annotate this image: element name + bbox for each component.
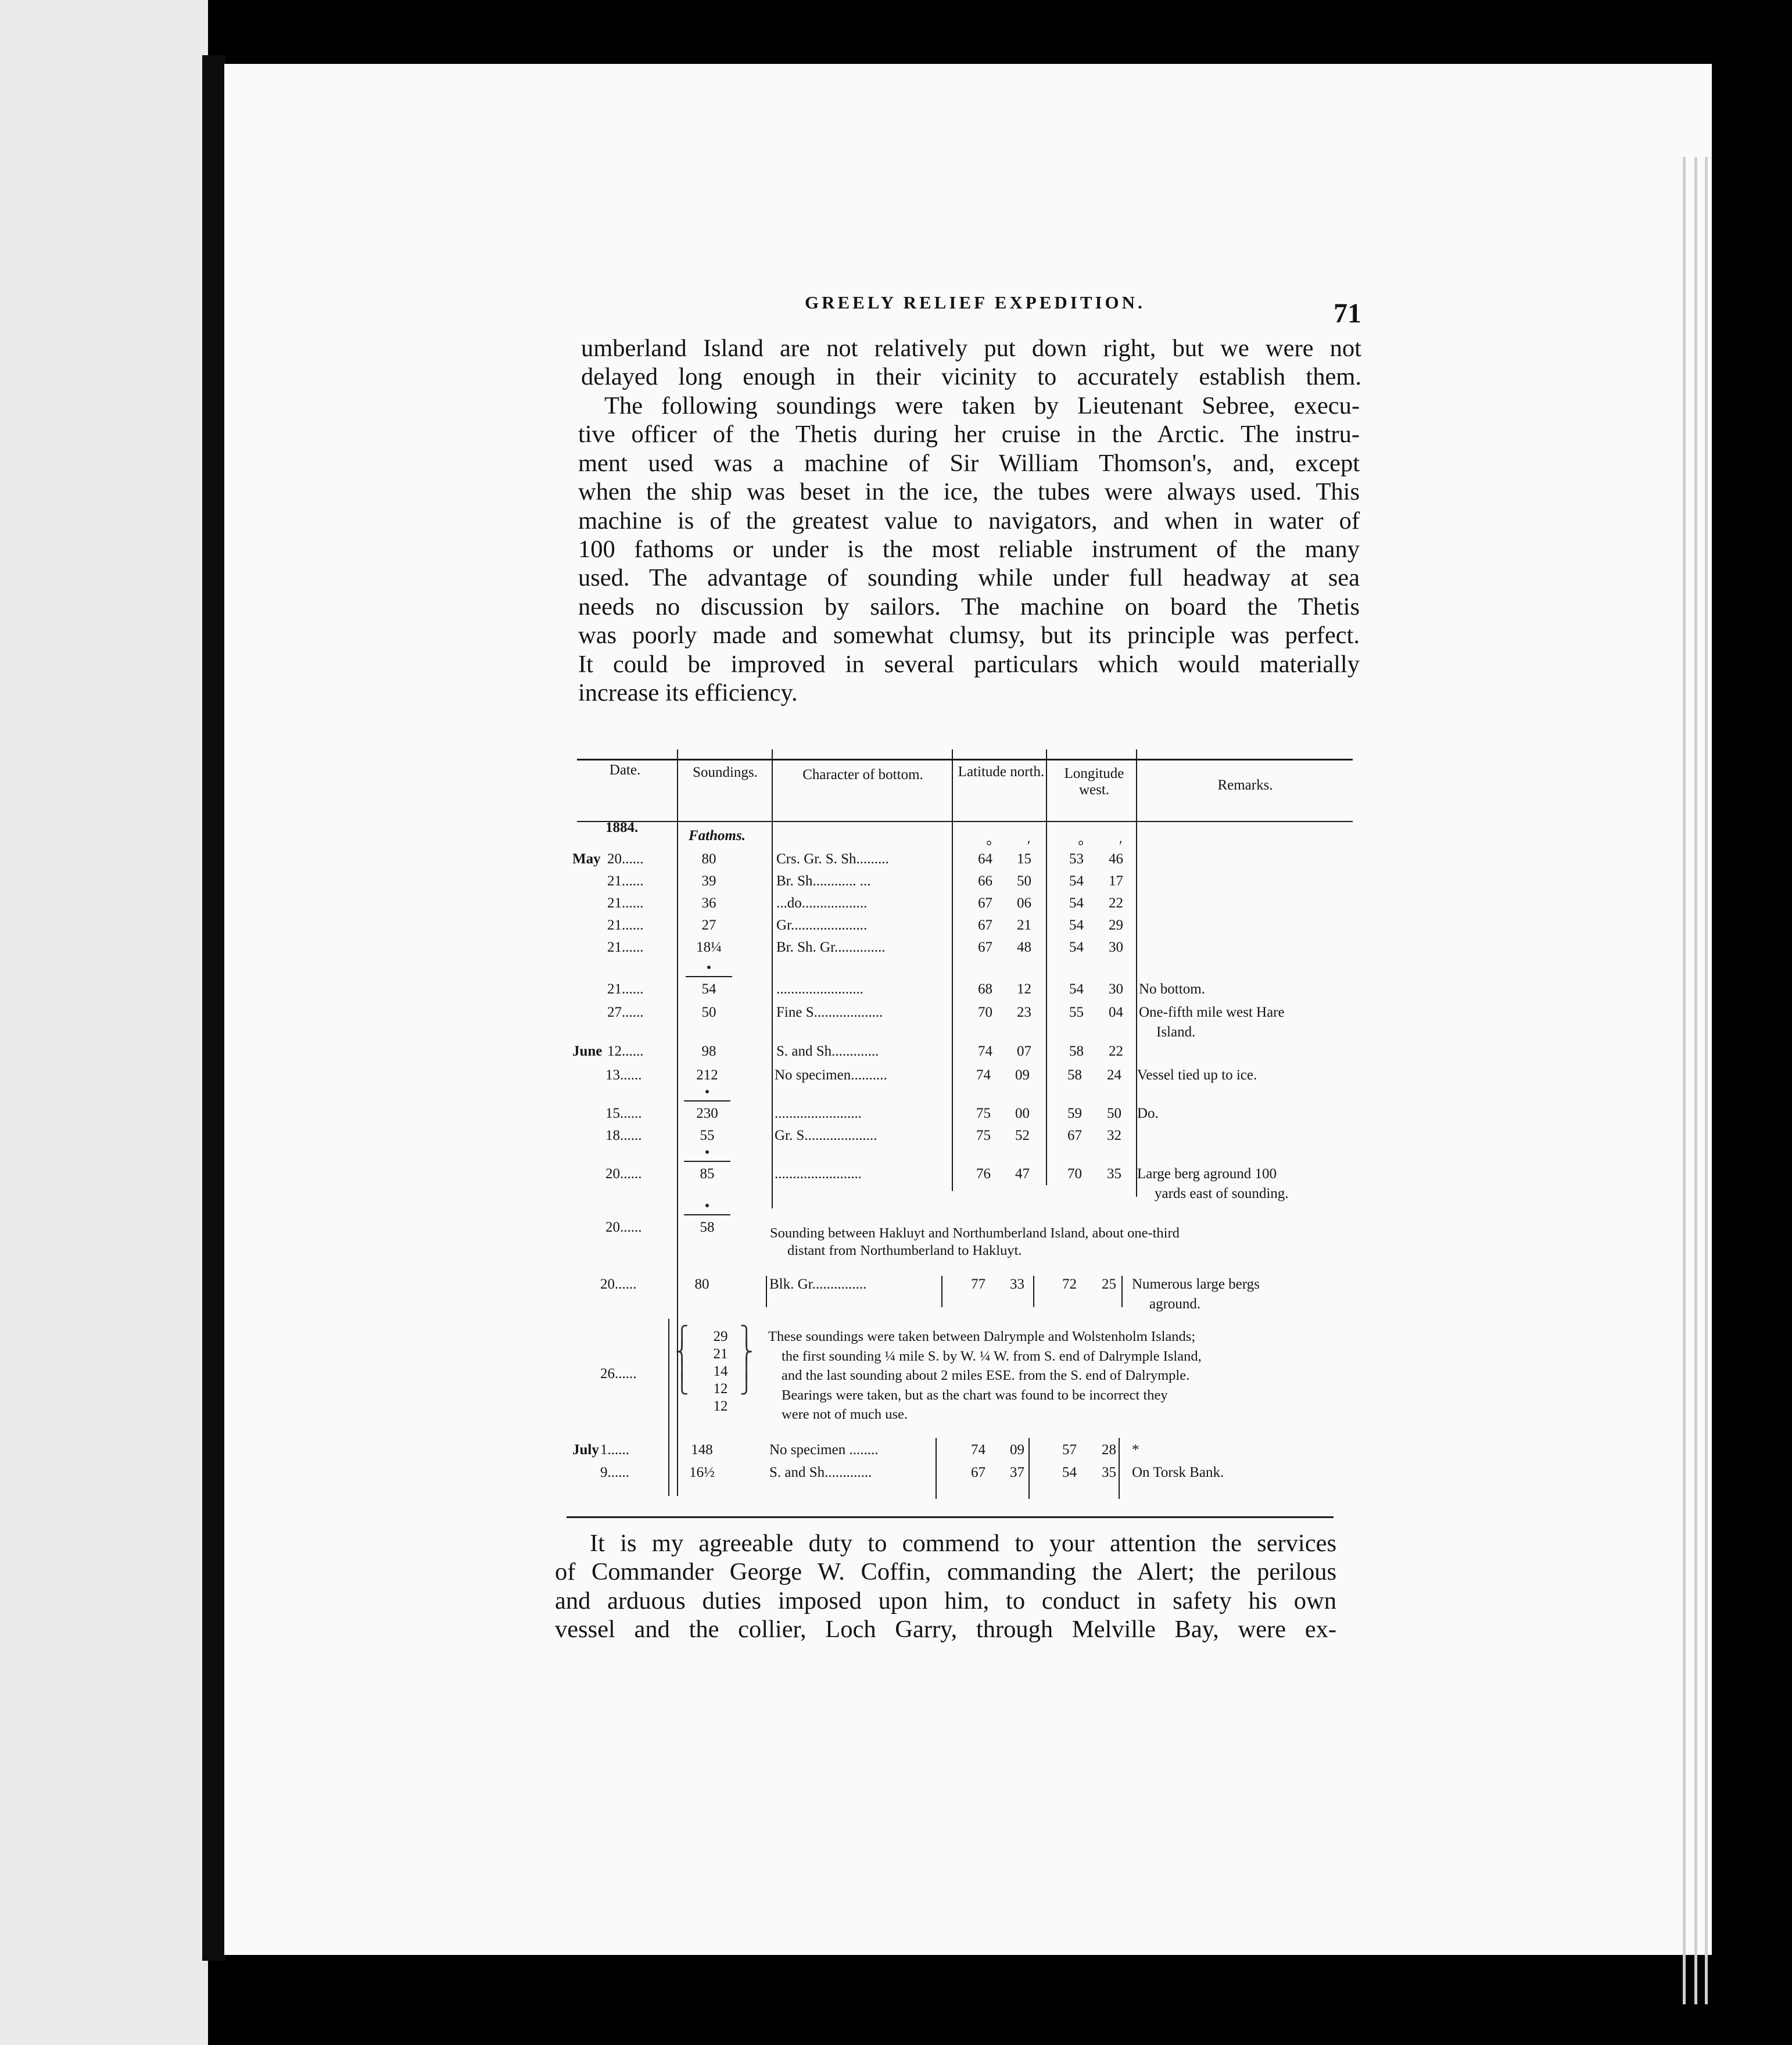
row-month: May [572, 851, 601, 867]
row-lat-deg: 74 [978, 1043, 992, 1059]
row-day: 21...... [607, 981, 644, 997]
row-lon-deg: 54 [1062, 1465, 1077, 1480]
page-edge [1694, 157, 1697, 2004]
row-lat-min: 09 [1015, 1067, 1030, 1083]
row-day: 20...... [600, 1276, 637, 1292]
row-lon-min: 22 [1109, 1043, 1123, 1059]
row-lon-deg: 72 [1062, 1276, 1077, 1292]
note-group-26-line: Bearings were taken, but as the chart was found to be incorrect they [782, 1387, 1168, 1403]
paragraph-continued [581, 334, 1361, 392]
row-lat-min: 06 [1017, 895, 1031, 911]
row-lon-deg: 67 [1067, 1128, 1082, 1143]
note-group-26-line: These soundings were taken between Dalrymple and Wolstenholm Islands; [768, 1329, 1196, 1344]
row-day: 1...... [600, 1442, 629, 1458]
row-day: 13...... [605, 1067, 642, 1083]
row-remarks: Numerous large bergs [1132, 1276, 1260, 1292]
row-day: 27...... [607, 1004, 644, 1020]
text-line: The following soundings were taken by Lieutenant Sebree, execu- [604, 392, 1360, 419]
row-lat-min: 48 [1017, 939, 1031, 955]
text-line: delayed long enough in their vicinity to accurately establish them. [581, 363, 1361, 391]
row-day: 12...... [607, 1043, 644, 1059]
row-lon-min: 35 [1102, 1465, 1116, 1480]
text-line: increase its efficiency. [578, 679, 798, 707]
col-header-soundings: Soundings. [693, 765, 758, 780]
row-sounding: 27 [701, 917, 716, 933]
row-lon-min: 30 [1109, 939, 1123, 955]
row-bottom: Gr..................... [776, 917, 868, 933]
text-line: tive officer of the Thetis during her cruise in the Arctic. The instru- [578, 421, 1360, 449]
row-lon-deg: 54 [1069, 895, 1084, 911]
col-header-bottom: Character of bottom. [802, 767, 923, 783]
row-lat-min: 47 [1015, 1166, 1030, 1182]
group-sounding: 14 [713, 1364, 728, 1379]
row-day: 21...... [607, 939, 644, 955]
group-sounding: 12 [713, 1381, 728, 1397]
year: 1884. [605, 820, 639, 835]
row-month: June [572, 1043, 603, 1059]
text-line: of Commander George W. Coffin, commanding the Alert; the perilous [555, 1558, 1336, 1586]
paragraph-soundings-intro [578, 392, 1360, 707]
note-group-26-line: the first sounding ¼ mile S. by W. ¼ W. from S. end of Dalrymple Island, [782, 1348, 1202, 1364]
right-bracket: ⎫ ⎬ ⎪ ⎭ [740, 1325, 754, 1394]
row-lon-deg: 54 [1069, 917, 1084, 933]
column-rule [936, 1438, 937, 1499]
row-sounding: 54 [701, 981, 716, 997]
units-label: Fathoms. [689, 828, 746, 844]
page-edge [1705, 157, 1708, 2004]
row-sounding: 39 [701, 873, 716, 889]
column-rule [1119, 1438, 1120, 1499]
row-remarks: One-fifth mile west Hare [1139, 1004, 1285, 1020]
page-edge [1683, 157, 1686, 2004]
row-lat-min: 07 [1017, 1043, 1031, 1059]
row-remarks: Large berg aground 100 [1137, 1166, 1277, 1182]
row-lat-min: 37 [1010, 1465, 1024, 1480]
col-header-latitude: Latitude north. [958, 764, 1045, 780]
text-line: ment used was a machine of Sir William Thomson's, and, except [578, 449, 1360, 477]
row-remarks-cont: yards east of sounding. [1155, 1186, 1289, 1201]
row-bottom: Fine S................... [776, 1004, 883, 1020]
row-lat-min: 00 [1015, 1106, 1030, 1121]
row-lat-deg: 70 [978, 1004, 992, 1020]
row-sounding: 80 [701, 851, 716, 867]
approx-mark [705, 1204, 709, 1207]
header-rule [577, 821, 1353, 822]
row-sounding: 148 [691, 1442, 713, 1458]
degree-mark: ° [1078, 838, 1084, 854]
paragraph-commendation [555, 1529, 1336, 1644]
text-line: needs no discussion by sailors. The machine on board the Thetis [578, 593, 1360, 620]
row-sounding: 98 [701, 1043, 716, 1059]
row-day: 21...... [607, 873, 644, 889]
row-remarks: * [1132, 1442, 1139, 1458]
row-sounding: 58 [700, 1219, 715, 1235]
row-lon-min: 29 [1109, 917, 1123, 933]
approx-mark [705, 1090, 709, 1093]
column-rule [1028, 1438, 1030, 1499]
row-lat-deg: 66 [978, 873, 992, 889]
row-lat-min: 23 [1017, 1004, 1031, 1020]
row-bottom: ........................ [775, 1106, 862, 1121]
sounding-rule [684, 1100, 730, 1102]
row-day: 26...... [600, 1366, 637, 1382]
row-lat-deg: 67 [971, 1465, 985, 1480]
row-remarks: No bottom. [1139, 981, 1205, 997]
row-lon-min: 30 [1109, 981, 1123, 997]
approx-mark [705, 1150, 709, 1154]
row-bottom: ........................ [775, 1166, 862, 1182]
row-bottom: Crs. Gr. S. Sh......... [776, 851, 889, 867]
row-lat-deg: 68 [978, 981, 992, 997]
row-day: 20...... [607, 851, 644, 867]
row-lat-deg: 67 [978, 939, 992, 955]
row-lat-deg: 75 [976, 1106, 991, 1121]
sounding-rule [686, 976, 732, 977]
column-rule [668, 1319, 669, 1496]
row-lon-deg: 54 [1069, 939, 1084, 955]
text-line: It is my agreeable duty to commend to your attention the services [590, 1530, 1336, 1557]
note-group-26-line: were not of much use. [782, 1407, 908, 1422]
row-sounding: 230 [696, 1106, 718, 1121]
row-day: 18...... [605, 1128, 642, 1143]
column-rule [1046, 749, 1047, 1185]
row-day: 9...... [600, 1465, 629, 1480]
row-lat-min: 12 [1017, 981, 1031, 997]
row-bottom: No specimen ........ [769, 1442, 879, 1458]
row-lat-deg: 64 [978, 851, 992, 867]
row-day: 21...... [607, 895, 644, 911]
row-lat-deg: 77 [971, 1276, 985, 1292]
row-lon-min: 25 [1102, 1276, 1116, 1292]
text-line: used. The advantage of sounding while under full headway at sea [578, 564, 1360, 592]
row-lat-deg: 76 [976, 1166, 991, 1182]
row-bottom: S. and Sh............. [776, 1043, 879, 1059]
note-hakluyt-line: Sounding between Hakluyt and Northumberland Island, about one-third [770, 1225, 1180, 1241]
row-bottom: ........................ [776, 981, 863, 997]
row-lon-deg: 57 [1062, 1442, 1077, 1458]
group-sounding: 21 [713, 1346, 728, 1362]
left-bracket: ⎧ ⎨ ⎪ ⎩ [675, 1325, 689, 1394]
text-line: 100 fathoms or under is the most reliable instrument of the many [578, 536, 1360, 564]
text-line: It could be improved in several particulars which would materially [578, 650, 1360, 678]
row-day: 21...... [607, 917, 644, 933]
row-day: 20...... [605, 1166, 642, 1182]
row-lon-min: 50 [1107, 1106, 1121, 1121]
minute-mark: ′ [1027, 838, 1031, 854]
row-bottom: No specimen.......... [775, 1067, 887, 1083]
degree-mark: ° [986, 838, 992, 854]
row-lat-deg: 67 [978, 917, 992, 933]
row-lat-deg: 74 [976, 1067, 991, 1083]
text-line: umberland Island are not relatively put down right, but we were not [581, 335, 1361, 362]
sounding-rule [684, 1214, 730, 1215]
row-lat-min: 09 [1010, 1442, 1024, 1458]
note-hakluyt-line: distant from Northumberland to Hakluyt. [787, 1243, 1022, 1258]
row-lon-deg: 54 [1069, 981, 1084, 997]
row-lon-min: 28 [1102, 1442, 1116, 1458]
column-rule [772, 749, 773, 1208]
row-sounding: 212 [696, 1067, 718, 1083]
row-lon-deg: 53 [1069, 851, 1084, 867]
row-lon-deg: 59 [1067, 1106, 1082, 1121]
col-header-longitude: Longitude west. [1064, 766, 1124, 798]
column-rule [1136, 749, 1137, 1197]
row-day: 20...... [605, 1219, 642, 1235]
row-lon-deg: 70 [1067, 1166, 1082, 1182]
row-lon-deg: 58 [1067, 1067, 1082, 1083]
col-header-remarks: Remarks. [1217, 777, 1273, 793]
running-head: GREELY RELIEF EXPEDITION. [805, 292, 1145, 313]
text-line: and arduous duties imposed upon him, to conduct in safety his own [555, 1587, 1336, 1615]
facing-page-edge [0, 0, 208, 2045]
group-sounding: 12 [713, 1398, 728, 1414]
row-bottom: Blk. Gr............... [769, 1276, 867, 1292]
row-sounding: 16½ [689, 1465, 715, 1480]
row-sounding: 80 [694, 1276, 709, 1292]
row-remarks: On Torsk Bank. [1132, 1465, 1224, 1480]
row-lon-deg: 54 [1069, 873, 1084, 889]
column-rule [1033, 1276, 1034, 1307]
text-line: vessel and the collier, Loch Garry, through Melville Bay, were ex- [555, 1616, 1336, 1644]
row-lat-min: 50 [1017, 873, 1031, 889]
row-lat-min: 15 [1017, 851, 1031, 867]
text-line: when the ship was beset in the ice, the tubes were always used. This [578, 478, 1360, 506]
row-lat-deg: 75 [976, 1128, 991, 1143]
row-sounding: 85 [700, 1166, 715, 1182]
row-sounding: 18¼ [696, 939, 722, 955]
row-bottom: Gr. S.................... [775, 1128, 877, 1143]
row-lat-deg: 74 [971, 1442, 985, 1458]
text-line: machine is of the greatest value to navigators, and when in water of [578, 507, 1360, 534]
row-day: 15...... [605, 1106, 642, 1121]
sounding-rule [684, 1161, 730, 1162]
row-bottom: ...do.................. [776, 895, 868, 911]
col-header-date: Date. [609, 762, 641, 778]
row-lon-min: 24 [1107, 1067, 1121, 1083]
row-lon-min: 35 [1107, 1166, 1121, 1182]
row-remarks: Vessel tied up to ice. [1137, 1067, 1257, 1083]
page-number: 71 [1334, 298, 1361, 329]
row-lon-min: 17 [1109, 873, 1123, 889]
row-lon-min: 46 [1109, 851, 1123, 867]
column-rule [941, 1276, 942, 1307]
row-month: July [572, 1442, 599, 1458]
row-remarks: Do. [1137, 1106, 1159, 1121]
row-bottom: Br. Sh. Gr.............. [776, 939, 886, 955]
row-lat-min: 52 [1015, 1128, 1030, 1143]
row-lon-min: 04 [1109, 1004, 1123, 1020]
row-lon-min: 22 [1109, 895, 1123, 911]
row-remarks-cont: Island. [1156, 1024, 1196, 1040]
binding-gutter [202, 55, 225, 1961]
row-bottom: Br. Sh............ ... [776, 873, 871, 889]
row-lat-min: 33 [1010, 1276, 1024, 1292]
text-line: was poorly made and somewhat clumsy, but its principle was perfect. [578, 622, 1360, 650]
row-lon-min: 32 [1107, 1128, 1121, 1143]
row-bottom: S. and Sh............. [769, 1465, 872, 1480]
approx-mark [707, 966, 711, 969]
row-sounding: 36 [701, 895, 716, 911]
note-group-26-line: and the last sounding about 2 miles ESE. from the S. end of Dalrymple. [782, 1368, 1190, 1383]
row-lat-deg: 67 [978, 895, 992, 911]
group-sounding: 29 [713, 1329, 728, 1344]
minute-mark: ′ [1119, 838, 1123, 854]
column-rule [766, 1276, 767, 1307]
table-bottom-rule [567, 1516, 1334, 1518]
table-top-rule [577, 759, 1353, 760]
row-lon-deg: 58 [1069, 1043, 1084, 1059]
row-sounding: 55 [700, 1128, 715, 1143]
row-sounding: 50 [701, 1004, 716, 1020]
row-remarks-cont: aground. [1149, 1296, 1201, 1312]
row-lon-deg: 55 [1069, 1004, 1084, 1020]
column-rule [952, 749, 953, 1191]
column-rule [1121, 1276, 1123, 1307]
row-lat-min: 21 [1017, 917, 1031, 933]
